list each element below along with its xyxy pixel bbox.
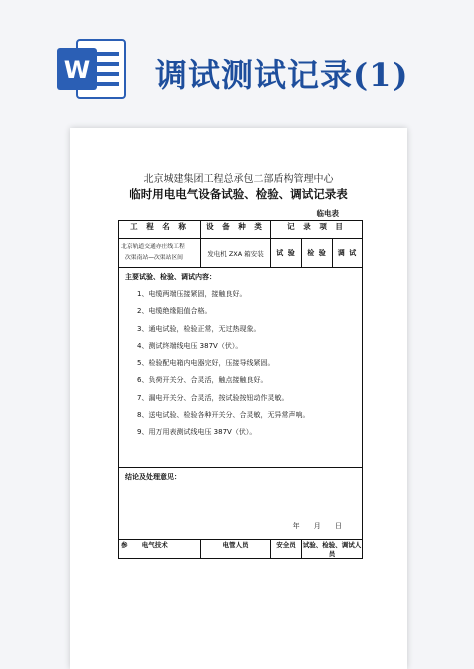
signature-label: 电管人员 <box>222 541 249 549</box>
content-item: 7、漏电开关分、合灵活，按试验按钮动作灵敏。 <box>137 393 289 402</box>
table-info-row <box>119 239 363 268</box>
signature-label: 电气技术 <box>141 541 168 549</box>
signature-cell <box>302 540 363 559</box>
equipment-type-cell: 发电机 ZXA 箱安装 <box>201 239 271 268</box>
project-name-cell <box>119 239 201 268</box>
project-name-line: 次渠南站—次渠站区间 <box>125 255 183 261</box>
table-header-row <box>119 221 363 239</box>
content-item: 5、检验配电箱内电器完好，压接导线紧固。 <box>137 359 275 368</box>
word-icon <box>55 38 127 100</box>
signature-row <box>119 540 363 559</box>
record-item-inspect: 检 验 <box>302 239 333 268</box>
record-item-test: 试 验 <box>271 239 302 268</box>
conclusion-label: 结论及处理意见： <box>125 473 181 481</box>
signature-label: 试验、检验、调试人员 <box>302 541 362 558</box>
content-item: 1、电缆两端压接紧固，接触良好。 <box>137 290 247 298</box>
content-item: 8、送电试验、检验各种开关分、合灵敏，无异常声响。 <box>137 411 310 420</box>
content-item: 9、用万用表测试线电压 387V（伏）。 <box>137 428 257 437</box>
organization-name: 北京城建集团工程总承包二部盾构管理中心 <box>143 174 334 185</box>
record-items-header: 记 录 项 目 <box>271 221 363 239</box>
signature-cell <box>119 540 201 559</box>
signature-cell <box>271 540 302 559</box>
conclusion-row <box>119 468 363 540</box>
conclusion-date: 年 月 日 <box>292 522 343 530</box>
form-subtitle: 临电表 <box>316 209 339 218</box>
signature-cell <box>201 540 271 559</box>
content-item: 4、测试终端线电压 387V（伏）。 <box>137 341 243 350</box>
signature-label: 安全员 <box>276 541 296 549</box>
record-table <box>118 220 363 559</box>
content-item: 3、通电试验，检验正常，无过热现象。 <box>137 324 261 333</box>
content-cell <box>119 268 363 468</box>
equipment-type-header: 设 备 种 类 <box>201 221 271 239</box>
content-row <box>119 268 363 468</box>
conclusion-cell <box>119 468 363 540</box>
banner-title: 调试测试记录(1) <box>155 56 409 94</box>
project-name-header: 工 程 名 称 <box>119 221 201 239</box>
signature-label: 参 <box>121 541 128 549</box>
svg-text:W: W <box>63 56 91 84</box>
content-heading: 主要试验、检验、调试内容： <box>125 273 216 281</box>
content-item: 6、负荷开关分、合灵活，触点接触良好。 <box>137 376 268 385</box>
record-item-debug: 调 试 <box>333 239 363 268</box>
project-name-line: 北京轨道交通亦庄线工程 <box>121 244 185 250</box>
banner <box>0 0 474 135</box>
document-page <box>70 128 407 669</box>
content-item: 2、电缆绝缘阻值合格。 <box>137 307 212 316</box>
form-title: 临时用电电气设备试验、检验、调试记录表 <box>129 187 348 201</box>
